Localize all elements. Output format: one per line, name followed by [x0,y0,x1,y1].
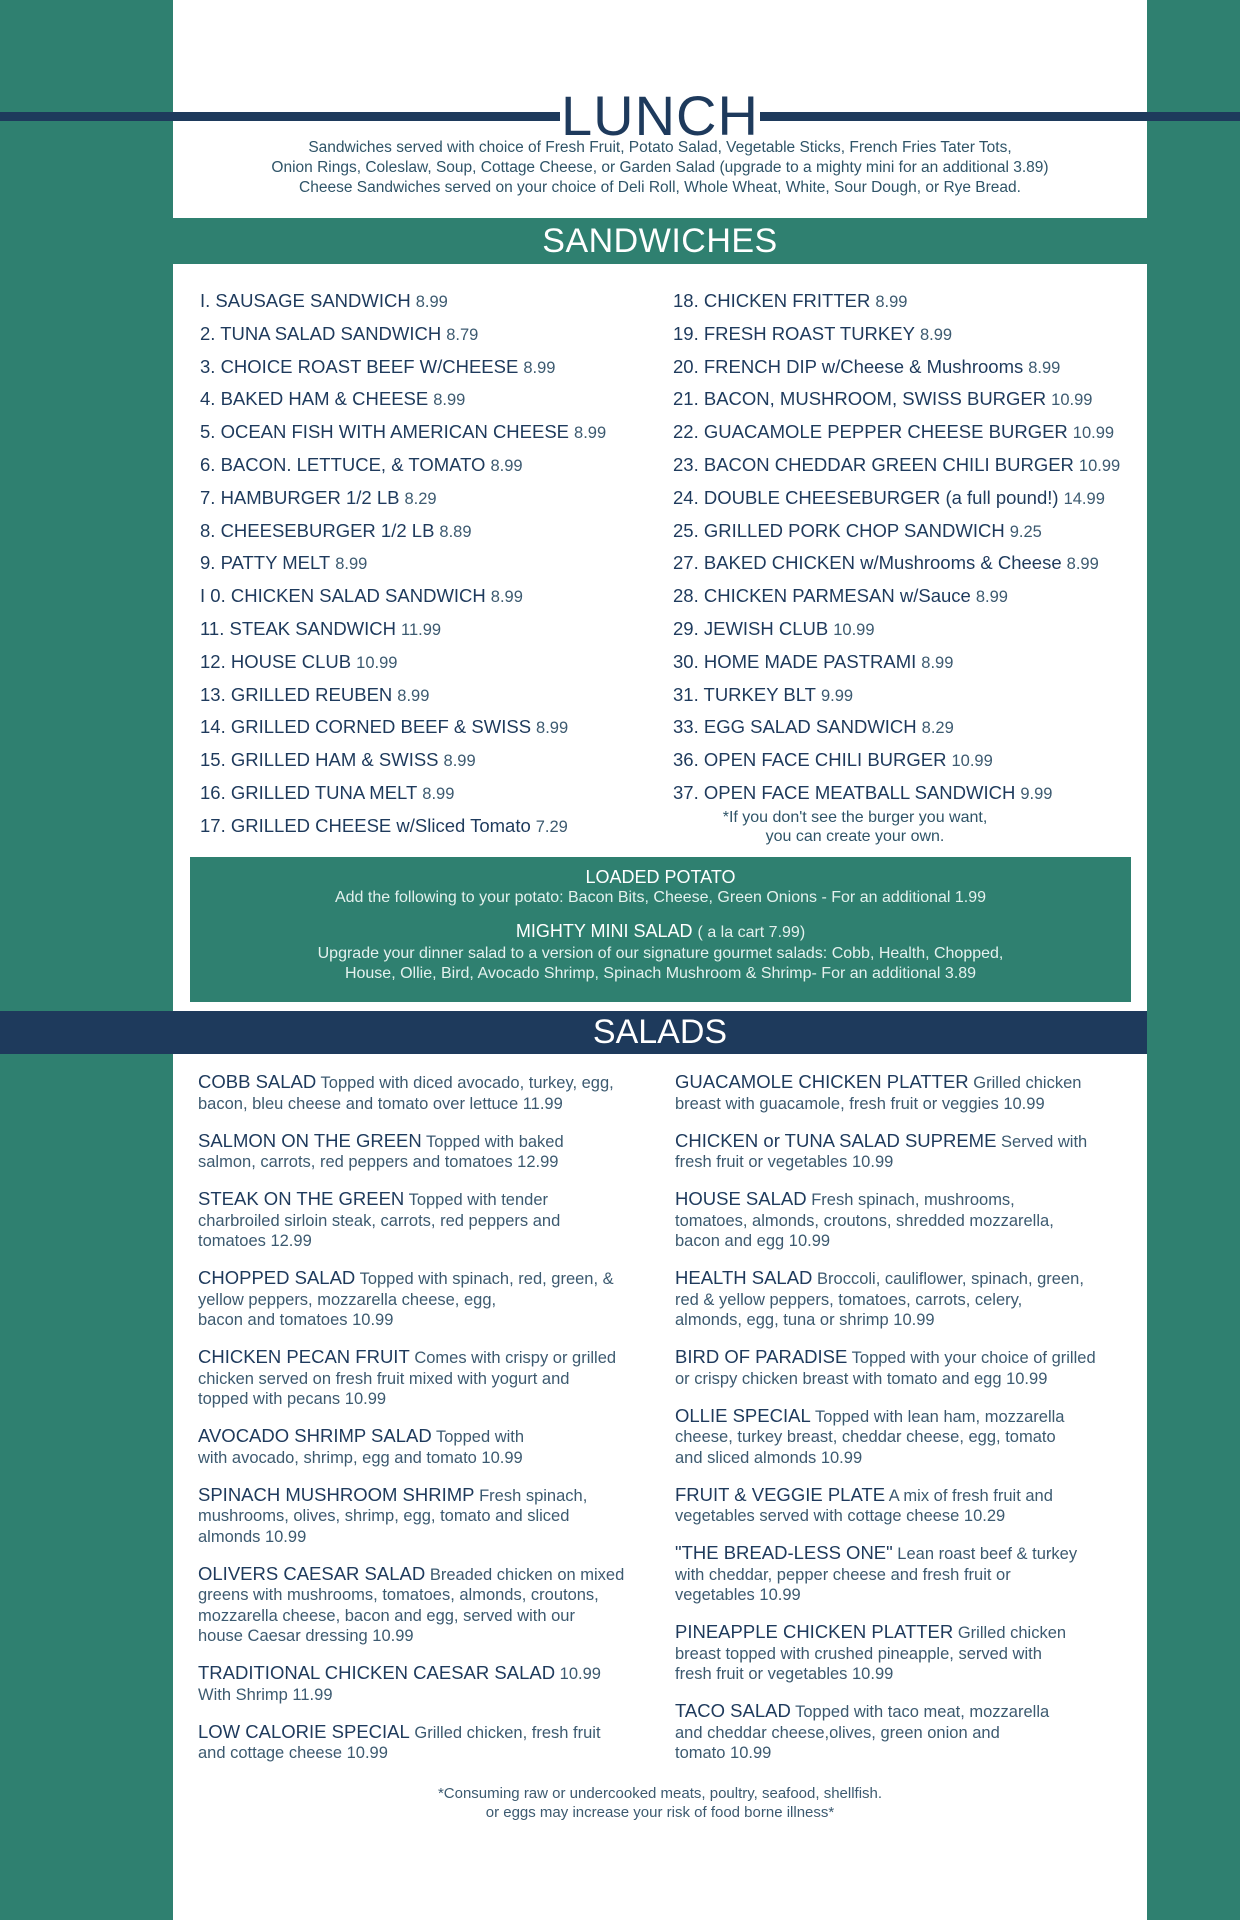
sandwich-name: 37. OPEN FACE MEATBALL SANDWICH [673,781,1016,803]
salad-name: HEALTH SALAD [675,1267,813,1288]
salad-item [675,1701,1135,1764]
salad-name: FRUIT & VEGGIE PLATE [675,1483,886,1505]
salad-desc: vegetables 10.99 [675,1586,801,1604]
salad-desc: mushrooms, olives, shrimp, egg, tomato and sliced [198,1507,570,1525]
sandwich-item [673,351,1120,384]
salad-desc: Topped with baked [421,1132,564,1151]
salad-desc: tomatoes, almonds, croutons, shredded mozzarella, [675,1211,1054,1230]
sandwich-price: 9.25 [1009,522,1042,541]
salad-desc: breast topped with crushed pineapple, served with [675,1644,1042,1663]
sandwich-price: 8.99 [415,293,448,311]
sandwich-price: 10.99 [1072,424,1115,443]
intro-line: Onion Rings, Coleslaw, Soup, Cottage Cheese, or Garden Salad (upgrade to a mighty mini for an additional 3.89) [271,159,1049,176]
note-line: you can create your own. [765,828,945,845]
salad-name: HOUSE SALAD [675,1188,807,1209]
sandwich-item [200,646,606,679]
salad-desc: With Shrimp 11.99 [198,1685,333,1704]
sandwich-name: 23. BACON CHEDDAR GREEN CHILI BURGER [673,453,1074,475]
salad-desc: yellow peppers, mozzarella cheese, egg, [198,1290,497,1309]
sandwich-item [673,449,1120,482]
salad-item [198,1347,658,1410]
sandwich-price: 9.99 [820,686,854,705]
sandwich-item [200,383,606,416]
sandwich-price: 10.99 [951,752,993,771]
salad-name: BIRD OF PARADISE [675,1346,848,1367]
sandwich-price: 8.99 [875,293,908,311]
salad-desc: with cheddar, pepper cheese and fresh fruit or [675,1565,1011,1584]
salad-item [198,1072,658,1114]
intro-line: Sandwiches served with choice of Fresh Fruit, Potato Salad, Vegetable Sticks, French Fries Tater Tots, [308,139,1012,156]
salad-desc: almonds 10.99 [198,1527,307,1546]
sandwich-item [200,679,606,712]
salad-item [675,1347,1135,1389]
salad-name: STEAK ON THE GREEN [198,1188,405,1209]
sandwich-item [673,580,1120,613]
salad-desc: charbroiled sirloin steak, carrots, red peppers and [198,1211,561,1230]
salad-item [675,1131,1135,1173]
sandwich-item [200,810,606,843]
sandwich-price: 8.99 [422,784,455,803]
sandwich-item [673,679,1120,712]
mighty-mini-line: Upgrade your dinner salad to a version of our signature gourmet salads: Cobb, Health, Chopped, [317,945,1004,962]
sandwich-name: 22. GUACAMOLE PEPPER CHEESE BURGER [673,421,1068,443]
salad-desc: Topped with [431,1428,525,1446]
salad-item [675,1485,1135,1527]
sandwich-item [200,482,606,515]
sandwich-name: 12. HOUSE CLUB [200,650,352,672]
salad-desc: Topped with your choice of grilled [847,1349,1096,1367]
salads-heading: SALADS [592,1013,728,1051]
salad-item [198,1564,658,1647]
salad-desc: cheese, turkey breast, cheddar cheese, egg, tomato [675,1428,1056,1446]
salad-desc: Fresh spinach, mushrooms, [806,1191,1015,1209]
sandwich-name: 6. BACON. LETTUCE, & TOMATO [200,453,486,475]
salad-desc: red & yellow peppers, tomatoes, carrots, celery, [675,1290,1023,1309]
sandwich-item [673,646,1120,679]
sandwich-name: 20. FRENCH DIP w/Cheese & Mushrooms [673,355,1024,377]
salad-desc: vegetables served with cottage cheese 10.29 [675,1507,1006,1525]
sandwich-name: 25. GRILLED PORK CHOP SANDWICH [673,519,1005,541]
sandwich-price: 8.99 [536,719,569,738]
sandwich-name: 18. CHICKEN FRITTER [673,290,871,311]
salad-name: TRADITIONAL CHICKEN CAESAR SALAD [198,1662,556,1683]
salad-item [675,1543,1135,1606]
sandwich-name: 21. BACON, MUSHROOM, SWISS BURGER [673,388,1047,410]
salad-name: GUACAMOLE CHICKEN PLATTER [675,1071,969,1092]
salad-desc: Lean roast beef & turkey [892,1545,1078,1563]
sandwich-price: 8.99 [523,358,556,377]
sandwich-item [200,416,606,449]
salad-desc: Grilled chicken, fresh fruit [409,1723,601,1742]
sandwich-name: I. SAUSAGE SANDWICH [200,290,411,311]
salad-desc: topped with pecans 10.99 [198,1390,387,1408]
addons-box [190,857,1131,1002]
sandwich-name: 36. OPEN FACE CHILI BURGER [673,749,947,771]
sandwich-item [673,744,1120,777]
sandwich-item [200,580,606,613]
salad-name: CHICKEN PECAN FRUIT [198,1346,410,1367]
title-rule-right [760,112,1240,121]
salad-desc: bacon, bleu cheese and tomato over lettuce 11.99 [198,1094,563,1113]
sandwich-name: 11. STEAK SANDWICH [200,617,397,639]
salad-desc: almonds, egg, tuna or shrimp 10.99 [675,1311,935,1329]
sandwich-name: 4. BAKED HAM & CHEESE [200,388,429,410]
mighty-mini-price: ( a la cart 7.99) [697,924,806,941]
salad-desc: and cheddar cheese,olives, green onion and [675,1723,1000,1742]
salad-name: SALMON ON THE GREEN [198,1129,422,1151]
salad-desc: or crispy chicken breast with tomato and egg 10.99 [675,1369,1048,1388]
sandwiches-heading: SANDWICHES [173,218,1147,264]
salad-item [198,1189,658,1252]
salad-desc: Topped with spinach, red, green, & [355,1270,614,1288]
loaded-potato-title: LOADED POTATO [585,867,736,887]
salad-desc: Topped with diced avocado, turkey, egg, [316,1074,614,1092]
salad-desc: Broccoli, cauliflower, spinach, green, [812,1270,1084,1288]
salad-desc: greens with mushrooms, tomatoes, almonds, croutons, [198,1586,599,1604]
sandwich-item [673,416,1120,449]
sandwich-name: 24. DOUBLE CHEESEBURGER (a full pound!) [673,486,1059,508]
sandwich-name: 19. FRESH ROAST TURKEY [673,322,915,344]
salad-desc: Topped with taco meat, mozzarella [790,1703,1050,1721]
sandwich-item [200,351,606,384]
salad-desc: Fresh spinach, [474,1486,588,1505]
salad-item [675,1406,1135,1469]
salad-desc: bacon and egg 10.99 [675,1232,831,1250]
sandwich-name: 3. CHOICE ROAST BEEF W/CHEESE [200,355,519,377]
mighty-mini-name: MIGHTY MINI SALAD [515,921,693,941]
sandwich-item [200,449,606,482]
salad-desc: salmon, carrots, red peppers and tomatoes 12.99 [198,1153,559,1171]
salad-item [198,1722,658,1764]
sandwich-price: 8.99 [490,588,523,607]
salad-name: LOW CALORIE SPECIAL [198,1720,410,1742]
sandwich-item [200,613,606,646]
salad-desc: Served with [996,1132,1088,1151]
sandwich-name: 2. TUNA SALAD SANDWICH [200,322,442,344]
sandwich-name: 8. CHEESEBURGER 1/2 LB [200,519,435,541]
sandwich-name: 14. GRILLED CORNED BEEF & SWISS [200,716,532,738]
salad-item [675,1622,1135,1685]
salad-desc: Grilled chicken [968,1074,1082,1092]
salad-name: PINEAPPLE CHICKEN PLATTER [675,1621,954,1642]
salad-name: AVOCADO SHRIMP SALAD [198,1425,432,1446]
sandwich-price: 8.29 [921,719,954,738]
sandwich-name: 13. GRILLED REUBEN [200,683,393,705]
sandwich-price: 8.99 [574,424,607,443]
salad-desc: 10.99 [555,1665,601,1683]
sandwich-list-left [200,285,606,843]
sandwich-item [673,777,1120,810]
note-line: *If you don't see the burger you want, [722,809,988,826]
title-rule-left [0,112,560,121]
salad-name: CHICKEN or TUNA SALAD SUPREME [675,1129,997,1151]
sandwich-item [673,482,1120,515]
sandwich-name: 16. GRILLED TUNA MELT [200,781,418,803]
salad-desc: and cottage cheese 10.99 [198,1744,388,1762]
salad-desc: Grilled chicken [953,1624,1067,1642]
sandwich-name: I 0. CHICKEN SALAD SANDWICH [200,585,486,607]
loaded-potato-text: Add the following to your potato: Bacon Bits, Cheese, Green Onions - For an additional 1.99 [334,889,987,906]
salad-desc: fresh fruit or vegetables 10.99 [675,1665,894,1683]
salad-name: CHOPPED SALAD [198,1267,356,1288]
salad-desc: house Caesar dressing 10.99 [198,1627,414,1645]
sandwich-item [673,547,1120,580]
salad-desc: chicken served on fresh fruit mixed with yogurt and [198,1369,570,1388]
salad-desc: fresh fruit or vegetables 10.99 [675,1153,894,1171]
sandwich-price: 8.99 [1066,555,1099,574]
health-warning [173,1784,1147,1822]
salad-desc: breast with guacamole, fresh fruit or veggies 10.99 [675,1094,1045,1113]
sandwich-price: 9.99 [1020,784,1053,803]
salad-name: TACO SALAD [675,1700,791,1721]
sandwich-name: 33. EGG SALAD SANDWICH [673,716,917,738]
sandwich-price: 8.99 [433,391,466,410]
salads-heading-band [0,1011,1147,1054]
salad-name: OLLIE SPECIAL [675,1404,811,1426]
sandwich-item [200,711,606,744]
sandwich-item [200,777,606,810]
sandwich-item [673,318,1120,351]
salad-item [198,1663,658,1705]
salad-item [198,1268,658,1331]
salad-name: SPINACH MUSHROOM SHRIMP [198,1483,475,1505]
intro-line: Cheese Sandwiches served on your choice of Deli Roll, Whole Wheat, White, Sour Dough, or Rye Bread. [299,179,1021,196]
salad-name: OLIVERS CAESAR SALAD [198,1562,426,1584]
salad-desc: with avocado, shrimp, egg and tomato 10.99 [198,1448,523,1467]
salad-name: COBB SALAD [198,1071,317,1092]
sandwich-list-right [673,285,1120,810]
sandwich-item [200,547,606,580]
sandwich-price: 8.99 [921,653,954,672]
salad-desc: A mix of fresh fruit and [885,1486,1053,1505]
sandwich-item [673,285,1120,318]
salad-desc: tomato 10.99 [675,1744,772,1762]
sandwich-price: 8.99 [443,752,476,771]
salad-desc: Comes with crispy or grilled [409,1349,617,1367]
salad-item [675,1189,1135,1252]
sandwich-name: 17. GRILLED CHEESE w/Sliced Tomato [200,814,531,836]
warning-line: or eggs may increase your risk of food borne illness* [485,1804,835,1821]
salad-desc: tomatoes 12.99 [198,1232,312,1250]
sandwich-name: 31. TURKEY BLT [673,683,816,705]
sandwich-item [673,711,1120,744]
sandwich-price: 8.89 [439,522,472,541]
sandwich-price: 8.29 [404,489,437,508]
salad-name: "THE BREAD-LESS ONE" [675,1542,893,1563]
salad-desc: and sliced almonds 10.99 [675,1448,863,1467]
sandwich-item [200,318,606,351]
sandwich-item [673,515,1120,548]
intro-text [173,138,1147,198]
warning-line: *Consuming raw or undercooked meats, poultry, seafood, shellfish. [437,1785,883,1802]
mighty-mini-line: House, Ollie, Bird, Avocado Shrimp, Spinach Mushroom & Shrimp- For an additional 3.89 [344,965,977,982]
sandwich-name: 27. BAKED CHICKEN w/Mushrooms & Cheese [673,552,1062,574]
sandwich-item [200,515,606,548]
sandwich-price: 8.99 [490,456,523,475]
sandwich-price: 14.99 [1063,489,1105,508]
sandwich-price: 10.99 [1078,456,1121,475]
sandwich-item [200,744,606,777]
salad-item [198,1485,658,1548]
sandwich-price: 8.99 [335,555,368,574]
salad-desc: Topped with lean ham, mozzarella [810,1407,1065,1426]
sandwich-item [673,383,1120,416]
sandwich-name: 30. HOME MADE PASTRAMI [673,650,917,672]
sandwich-price: 7.29 [535,817,568,836]
salad-desc: mozzarella cheese, bacon and egg, served with our [198,1606,575,1625]
sandwich-price: 8.99 [397,686,430,705]
salad-desc: Topped with tender [404,1191,549,1209]
sandwich-price: 10.99 [1051,391,1093,410]
salad-item [198,1426,658,1468]
sandwich-item [673,613,1120,646]
salad-list-left [198,1072,658,1780]
sandwich-price: 10.99 [833,620,875,639]
salad-desc: Breaded chicken on mixed [425,1565,625,1584]
page-title: LUNCH [561,84,759,147]
salad-desc: bacon and tomatoes 10.99 [198,1311,394,1329]
salad-item [675,1072,1135,1114]
mighty-mini-title [190,920,1131,944]
sandwich-name: 29. JEWISH CLUB [673,617,829,639]
sandwich-name: 5. OCEAN FISH WITH AMERICAN CHEESE [200,421,570,443]
sandwich-price: 8.99 [1028,358,1061,377]
salad-item [675,1268,1135,1331]
sandwich-price: 8.99 [975,588,1008,607]
sandwich-name: 15. GRILLED HAM & SWISS [200,749,439,771]
sandwich-name: 28. CHICKEN PARMESAN w/Sauce [673,585,971,607]
salad-item [198,1131,658,1173]
sandwich-price: 10.99 [356,653,398,672]
sandwich-price: 8.79 [446,325,479,344]
salad-list-right [675,1072,1135,1780]
burger-note [680,808,1030,846]
sandwich-price: 11.99 [401,620,442,639]
sandwich-price: 8.99 [919,325,953,344]
sandwich-name: 9. PATTY MELT [200,552,331,574]
sandwich-item [200,285,606,318]
sandwich-name: 7. HAMBURGER 1/2 LB [200,486,400,508]
